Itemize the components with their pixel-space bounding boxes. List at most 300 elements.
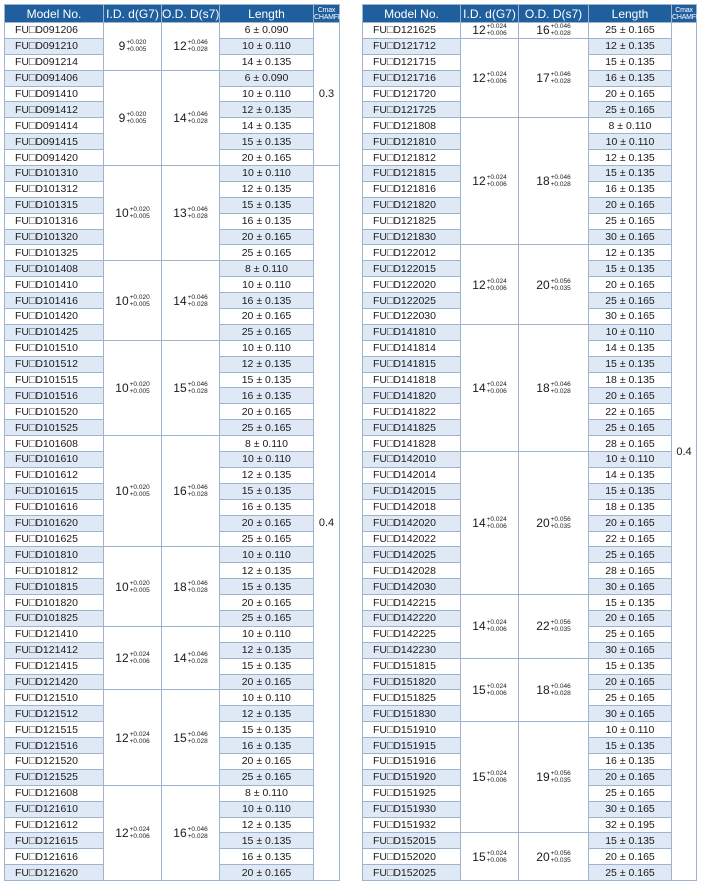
model-no-cell: FU□D141828 [363,436,461,452]
inner-diameter-cell [461,722,519,833]
model-no-cell: FU□D122012 [363,245,461,261]
inner-diameter-cell [461,245,519,324]
inner-diameter-cell [104,166,162,261]
outer-diameter-lower-tolerance: +0.028 [550,689,571,697]
outer-diameter-upper-tolerance: +0.046 [550,71,571,79]
model-no-cell: FU□D152015 [363,833,461,849]
length-cell: 6 ± 0.090 [220,23,314,39]
model-no-cell: FU□D122020 [363,277,461,293]
outer-diameter-upper-tolerance: +0.046 [187,110,208,118]
inner-diameter-cell [104,626,162,690]
model-no-cell: FU□D141810 [363,324,461,340]
model-no-cell: FU□D101520 [5,404,104,420]
model-no-cell: FU□D121510 [5,690,104,706]
header-model-no: Model No. [5,5,104,23]
table-row [5,340,340,356]
model-no-cell: FU□D121625 [363,23,461,39]
inner-diameter-upper-tolerance: +0.020 [126,39,147,47]
model-no-cell: FU□D091210 [5,38,104,54]
inner-diameter-nominal: 10 [115,206,129,221]
inner-diameter-tolerance [130,484,150,498]
inner-diameter-nominal: 12 [472,174,486,189]
model-no-cell: FU□D151916 [363,753,461,769]
table-row [5,626,340,642]
inner-diameter-cell [461,658,519,722]
length-cell: 12 ± 0.135 [220,706,314,722]
outer-diameter-tolerance [188,731,208,745]
model-no-cell: FU□D121515 [5,722,104,738]
inner-diameter-cell [104,23,162,71]
inner-diameter-cell [461,23,519,39]
header-od: O.D. D(s7) [519,5,589,23]
length-cell: 10 ± 0.110 [220,690,314,706]
inner-diameter-lower-tolerance: +0.005 [129,387,150,395]
inner-diameter-nominal: 12 [472,23,486,38]
length-cell: 12 ± 0.135 [220,356,314,372]
inner-diameter-nominal: 15 [472,849,486,864]
model-no-cell: FU□D122025 [363,293,461,309]
length-cell: 16 ± 0.135 [220,388,314,404]
length-cell: 15 ± 0.135 [220,134,314,150]
outer-diameter-tolerance [551,619,571,633]
length-cell: 8 ± 0.110 [220,261,314,277]
length-cell: 15 ± 0.135 [220,197,314,213]
model-no-cell: FU□D101325 [5,245,104,261]
model-no-cell: FU□D122030 [363,309,461,325]
outer-diameter-upper-tolerance: +0.056 [550,849,571,857]
model-no-cell: FU□D101525 [5,420,104,436]
model-no-cell: FU□D121720 [363,86,461,102]
table-row [363,38,697,54]
outer-diameter-upper-tolerance: +0.046 [187,39,208,47]
outer-diameter-upper-tolerance: +0.056 [550,619,571,627]
model-no-cell: FU□D142015 [363,483,461,499]
inner-diameter-tolerance [130,826,150,840]
outer-diameter-tolerance [188,484,208,498]
model-no-cell: FU□D151830 [363,706,461,722]
outer-diameter-cell [162,70,220,165]
outer-diameter-nominal: 17 [536,71,550,86]
outer-diameter-cell [162,340,220,435]
inner-diameter-nominal: 14 [472,516,486,531]
model-no-cell: FU□D121810 [363,134,461,150]
length-cell: 8 ± 0.110 [220,436,314,452]
table-row [5,166,340,182]
outer-diameter-lower-tolerance: +0.028 [187,737,208,745]
inner-diameter-lower-tolerance: +0.005 [129,586,150,594]
inner-diameter-cell [104,436,162,547]
length-cell: 15 ± 0.135 [220,658,314,674]
inner-diameter-nominal: 10 [115,380,129,395]
outer-diameter-nominal: 15 [173,730,187,745]
outer-diameter-cell [162,626,220,690]
model-no-cell: FU□D141825 [363,420,461,436]
outer-diameter-tolerance [551,23,571,37]
outer-diameter-upper-tolerance: +0.056 [550,516,571,524]
length-cell: 20 ± 0.165 [220,515,314,531]
outer-diameter-nominal: 18 [536,682,550,697]
length-cell: 10 ± 0.110 [220,626,314,642]
length-cell: 12 ± 0.135 [220,642,314,658]
length-cell: 25 ± 0.165 [220,245,314,261]
inner-diameter-lower-tolerance: +0.006 [129,658,150,666]
outer-diameter-nominal: 20 [536,516,550,531]
inner-diameter-upper-tolerance: +0.020 [126,110,147,118]
model-no-cell: FU□D091406 [5,70,104,86]
inner-diameter-lower-tolerance: +0.006 [129,737,150,745]
length-cell: 30 ± 0.165 [589,309,672,325]
model-no-cell: FU□D152020 [363,849,461,865]
table-row [363,722,697,738]
inner-diameter-nominal: 15 [472,682,486,697]
model-no-cell: FU□D101316 [5,213,104,229]
length-cell: 12 ± 0.135 [220,181,314,197]
model-no-cell: FU□D121620 [5,865,104,881]
model-no-cell: FU□D091410 [5,86,104,102]
length-cell: 20 ± 0.165 [589,86,672,102]
model-no-cell: FU□D101320 [5,229,104,245]
inner-diameter-upper-tolerance: +0.024 [129,825,150,833]
length-cell: 30 ± 0.165 [589,801,672,817]
model-no-cell: FU□D121525 [5,769,104,785]
inner-diameter-tolerance [487,770,507,784]
inner-diameter-tolerance [130,294,150,308]
model-no-cell: FU□D121820 [363,197,461,213]
outer-diameter-nominal: 20 [536,277,550,292]
length-cell: 25 ± 0.165 [589,420,672,436]
length-cell: 20 ± 0.165 [220,753,314,769]
inner-diameter-tolerance [130,731,150,745]
length-cell: 25 ± 0.165 [589,626,672,642]
length-cell: 25 ± 0.165 [220,324,314,340]
outer-diameter-tolerance [551,174,571,188]
outer-diameter-lower-tolerance: +0.028 [187,491,208,499]
length-cell: 25 ± 0.165 [220,420,314,436]
outer-diameter-cell [519,833,589,881]
length-cell: 12 ± 0.135 [589,38,672,54]
inner-diameter-lower-tolerance: +0.005 [129,491,150,499]
header-od: O.D. D(s7) [162,6,220,21]
model-no-cell: FU□D151932 [363,817,461,833]
length-cell: 16 ± 0.135 [220,738,314,754]
outer-diameter-nominal: 14 [173,651,187,666]
length-cell: 15 ± 0.135 [589,658,672,674]
header-id: I.D. d(G7) [461,5,519,23]
inner-diameter-lower-tolerance: +0.006 [486,30,507,38]
inner-diameter-cell [461,118,519,245]
length-cell: 20 ± 0.165 [220,865,314,881]
length-cell: 20 ± 0.165 [220,229,314,245]
length-cell: 18 ± 0.135 [589,372,672,388]
outer-diameter-upper-tolerance: +0.046 [187,651,208,659]
length-cell: 20 ± 0.165 [220,150,314,166]
length-cell: 10 ± 0.110 [589,324,672,340]
inner-diameter-tolerance [130,651,150,665]
inner-diameter-nominal: 12 [115,825,129,840]
inner-diameter-nominal: 9 [118,110,126,125]
inner-diameter-tolerance [130,580,150,594]
model-no-cell: FU□D121612 [5,817,104,833]
length-cell: 32 ± 0.195 [589,817,672,833]
inner-diameter-cell [461,324,519,451]
model-no-cell: FU□D121825 [363,213,461,229]
outer-diameter-cell [519,245,589,324]
length-cell: 12 ± 0.135 [220,563,314,579]
table-row [5,23,340,39]
inner-diameter-cell [461,595,519,659]
inner-diameter-upper-tolerance: +0.020 [129,380,150,388]
length-cell: 15 ± 0.135 [220,579,314,595]
length-cell: 20 ± 0.165 [220,309,314,325]
inner-diameter-nominal: 12 [115,651,129,666]
length-cell: 20 ± 0.165 [589,197,672,213]
length-cell: 18 ± 0.135 [589,499,672,515]
model-no-cell: FU□D142010 [363,452,461,468]
length-cell: 25 ± 0.165 [589,690,672,706]
length-cell: 10 ± 0.110 [220,340,314,356]
outer-diameter-cell [519,595,589,659]
outer-diameter-upper-tolerance: +0.046 [187,579,208,587]
model-no-cell: FU□D142014 [363,467,461,483]
inner-diameter-tolerance [126,39,146,53]
inner-diameter-nominal: 10 [115,293,129,308]
outer-diameter-nominal: 14 [173,110,187,125]
inner-diameter-nominal: 10 [115,579,129,594]
model-no-cell: FU□D151825 [363,690,461,706]
inner-diameter-upper-tolerance: +0.024 [486,23,507,31]
chamfer-cell: 0.3 [314,23,340,166]
length-cell: 22 ± 0.165 [589,531,672,547]
table-row [5,547,340,563]
inner-diameter-lower-tolerance: +0.006 [486,181,507,189]
outer-diameter-cell [162,690,220,785]
model-no-cell: FU□D091414 [5,118,104,134]
model-no-cell: FU□D142018 [363,499,461,515]
length-cell: 30 ± 0.165 [589,579,672,595]
model-no-cell: FU□D151915 [363,738,461,754]
outer-diameter-tolerance [188,111,208,125]
length-cell: 16 ± 0.135 [589,70,672,86]
header-chamfer-cmax: Cmax [317,6,336,14]
outer-diameter-lower-tolerance: +0.028 [187,658,208,666]
outer-diameter-cell [162,436,220,547]
length-cell: 10 ± 0.110 [589,134,672,150]
inner-diameter-upper-tolerance: +0.024 [486,849,507,857]
length-cell: 10 ± 0.110 [220,801,314,817]
inner-diameter-upper-tolerance: +0.024 [486,516,507,524]
model-no-cell: FU□D122015 [363,261,461,277]
length-cell: 16 ± 0.135 [589,753,672,769]
length-cell: 10 ± 0.110 [589,722,672,738]
model-no-cell: FU□D151910 [363,722,461,738]
outer-diameter-nominal: 20 [536,849,550,864]
outer-diameter-upper-tolerance: +0.046 [187,825,208,833]
outer-diameter-lower-tolerance: +0.028 [187,117,208,125]
outer-diameter-lower-tolerance: +0.028 [550,30,571,38]
outer-diameter-tolerance [551,278,571,292]
length-cell: 20 ± 0.165 [589,515,672,531]
inner-diameter-cell [461,452,519,595]
inner-diameter-cell [461,38,519,117]
inner-diameter-upper-tolerance: +0.020 [129,484,150,492]
length-cell: 25 ± 0.165 [589,293,672,309]
model-no-cell: FU□D101512 [5,356,104,372]
outer-diameter-cell [519,38,589,117]
length-cell: 12 ± 0.135 [220,817,314,833]
model-no-cell: FU□D101515 [5,372,104,388]
outer-diameter-lower-tolerance: +0.028 [187,832,208,840]
model-no-cell: FU□D151920 [363,769,461,785]
spec-table-right [362,4,705,881]
outer-diameter-lower-tolerance: +0.035 [550,856,571,864]
model-no-cell: FU□D101408 [5,261,104,277]
inner-diameter-cell [104,261,162,340]
inner-diameter-cell [104,547,162,626]
length-cell: 25 ± 0.165 [220,610,314,626]
inner-diameter-upper-tolerance: +0.020 [129,293,150,301]
outer-diameter-tolerance [188,651,208,665]
inner-diameter-lower-tolerance: +0.006 [486,523,507,531]
length-cell: 15 ± 0.135 [589,166,672,182]
length-cell: 20 ± 0.165 [220,404,314,420]
length-cell: 15 ± 0.135 [220,722,314,738]
outer-diameter-upper-tolerance: +0.046 [550,682,571,690]
model-no-cell: FU□D142022 [363,531,461,547]
outer-diameter-nominal: 16 [173,484,187,499]
model-no-cell: FU□D101315 [5,197,104,213]
table-row [363,658,697,674]
header-length: Length [589,5,672,23]
inner-diameter-lower-tolerance: +0.006 [486,777,507,785]
inner-diameter-nominal: 14 [472,380,486,395]
model-no-cell: FU□D151925 [363,785,461,801]
length-cell: 12 ± 0.135 [220,467,314,483]
inner-diameter-lower-tolerance: +0.006 [486,387,507,395]
outer-diameter-cell [519,324,589,451]
table-row [363,23,697,39]
inner-diameter-lower-tolerance: +0.006 [486,689,507,697]
table-row [363,324,697,340]
model-no-cell: FU□D091420 [5,150,104,166]
length-cell: 8 ± 0.110 [589,118,672,134]
length-cell: 30 ± 0.165 [589,706,672,722]
outer-diameter-tolerance [188,294,208,308]
length-cell: 16 ± 0.135 [220,499,314,515]
model-no-cell: FU□D121615 [5,833,104,849]
length-cell: 20 ± 0.165 [589,277,672,293]
model-no-cell: FU□D101516 [5,388,104,404]
outer-diameter-lower-tolerance: +0.035 [550,777,571,785]
length-cell: 12 ± 0.135 [220,102,314,118]
length-cell: 20 ± 0.165 [220,595,314,611]
length-cell: 20 ± 0.165 [589,849,672,865]
length-cell: 22 ± 0.165 [589,404,672,420]
outer-diameter-lower-tolerance: +0.028 [187,46,208,54]
chamfer-cell: 0.4 [314,166,340,881]
model-no-cell: FU□D121420 [5,674,104,690]
table-row [5,261,340,277]
header-chamfer-label: CHAMFER [314,13,348,21]
table-row [363,595,697,611]
inner-diameter-nominal: 10 [115,484,129,499]
outer-diameter-cell [519,452,589,595]
model-no-cell: FU□D121816 [363,181,461,197]
inner-diameter-cell [104,70,162,165]
length-cell: 25 ± 0.165 [589,547,672,563]
inner-diameter-lower-tolerance: +0.005 [129,300,150,308]
length-cell: 30 ± 0.165 [589,229,672,245]
model-no-cell: FU□D121815 [363,166,461,182]
length-cell: 10 ± 0.110 [220,277,314,293]
inner-diameter-lower-tolerance: +0.006 [486,284,507,292]
outer-diameter-lower-tolerance: +0.035 [550,523,571,531]
model-no-cell: FU□D141818 [363,372,461,388]
outer-diameter-lower-tolerance: +0.028 [187,387,208,395]
inner-diameter-tolerance [487,850,507,864]
model-no-cell: FU□D121516 [5,738,104,754]
model-no-cell: FU□D101616 [5,499,104,515]
outer-diameter-lower-tolerance: +0.028 [187,586,208,594]
length-cell: 25 ± 0.165 [589,102,672,118]
model-no-cell: FU□D101612 [5,467,104,483]
model-no-cell: FU□D101312 [5,181,104,197]
length-cell: 20 ± 0.165 [589,674,672,690]
model-no-cell: FU□D141814 [363,340,461,356]
outer-diameter-tolerance [188,826,208,840]
length-cell: 20 ± 0.165 [589,388,672,404]
length-cell: 15 ± 0.135 [589,261,672,277]
length-cell: 25 ± 0.165 [589,213,672,229]
outer-diameter-cell [519,118,589,245]
model-no-cell: FU□D101825 [5,610,104,626]
inner-diameter-upper-tolerance: +0.024 [486,380,507,388]
outer-diameter-upper-tolerance: +0.046 [187,380,208,388]
model-no-cell: FU□D101610 [5,452,104,468]
model-no-cell: FU□D142225 [363,626,461,642]
length-cell: 20 ± 0.165 [589,610,672,626]
inner-diameter-tolerance [487,683,507,697]
inner-diameter-upper-tolerance: +0.020 [129,579,150,587]
inner-diameter-upper-tolerance: +0.024 [486,71,507,79]
inner-diameter-tolerance [487,381,507,395]
outer-diameter-tolerance [551,850,571,864]
length-cell: 10 ± 0.110 [589,452,672,468]
length-cell: 16 ± 0.135 [220,213,314,229]
inner-diameter-lower-tolerance: +0.006 [129,832,150,840]
length-cell: 15 ± 0.135 [589,738,672,754]
outer-diameter-nominal: 14 [173,293,187,308]
length-cell: 16 ± 0.135 [589,181,672,197]
outer-diameter-tolerance [551,71,571,85]
outer-diameter-nominal: 12 [173,39,187,54]
outer-diameter-upper-tolerance: +0.056 [550,277,571,285]
model-no-cell: FU□D121616 [5,849,104,865]
inner-diameter-tolerance [126,111,146,125]
table-header-row [363,5,697,23]
length-cell: 16 ± 0.135 [220,849,314,865]
inner-diameter-tolerance [487,23,507,37]
outer-diameter-cell [162,547,220,626]
inner-diameter-tolerance [487,278,507,292]
length-cell: 8 ± 0.110 [220,785,314,801]
length-cell: 25 ± 0.165 [589,865,672,881]
inner-diameter-tolerance [487,71,507,85]
outer-diameter-tolerance [551,683,571,697]
model-no-cell: FU□D151930 [363,801,461,817]
inner-diameter-lower-tolerance: +0.006 [486,78,507,86]
length-cell: 15 ± 0.135 [589,595,672,611]
chamfer-cell: 0.4 [672,23,697,881]
